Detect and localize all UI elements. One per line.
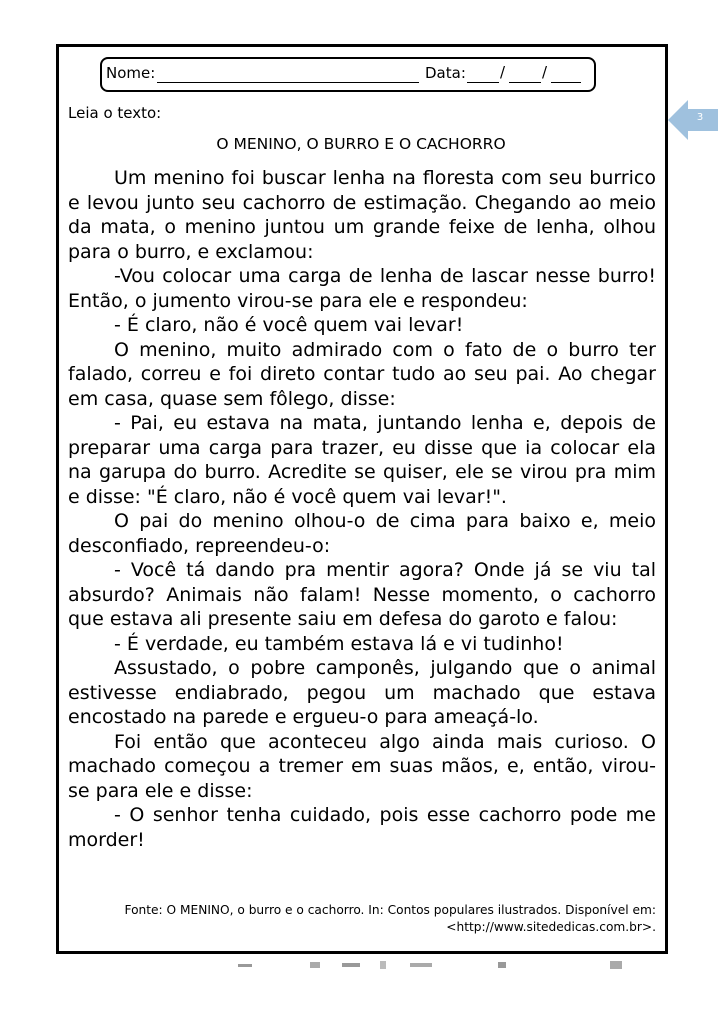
source-line: Fonte: O MENINO, o burro e o cachorro. In: Contos populares ilustrados. Disponível em: [124, 903, 656, 917]
story-paragraph: - É verdade, eu também estava lá e vi tudinho! [114, 632, 564, 655]
story-text [68, 166, 656, 852]
date-label: Data: [425, 64, 466, 82]
date-separator: / [542, 63, 548, 81]
date-separator: / [500, 63, 506, 81]
story-paragraph: Foi então que aconteceu algo ainda mais curioso. O machado começou a tremer em suas mãos, e, então, virou-se para ele e disse: [68, 730, 656, 802]
name-label: Nome: [106, 64, 156, 82]
date-year-line[interactable] [551, 82, 581, 83]
story-paragraph: O pai do menino olhou-o de cima para baixo e, meio desconfiado, repreendeu-o: [68, 510, 656, 557]
story-paragraph: Assustado, o pobre camponês, julgando que o animal estivesse endiabrado, pegou um machado que estava encostado na parede e ergueu-o para ameaçá-lo. [68, 657, 656, 728]
story-paragraph: O menino, muito admirado com o fato de o burro ter falado, correu e foi direto contar tudo ao seu pai. Ao chegar em casa, quase sem fôlego, disse: [68, 338, 656, 410]
story-paragraph: - O senhor tenha cuidado, pois esse cachorro pode me morder! [68, 804, 656, 851]
date-month-line[interactable] [509, 82, 541, 83]
page-number: 3 [696, 112, 704, 123]
instruction-text: Leia o texto: [68, 104, 162, 122]
story-paragraph: -Vou colocar uma carga de lenha de lascar nesse burro! Então, o jumento virou-se para ele e respondeu: [68, 265, 656, 312]
date-day-line[interactable] [467, 82, 499, 83]
story-paragraph: - É claro, não é você quem vai levar! [114, 314, 464, 336]
name-field-line[interactable] [157, 82, 419, 83]
story-paragraph: - Você tá dando pra mentir agora? Onde já se viu tal absurdo? Animais não falam! Nesse momento, o cachorro que estava ali presente saiu em defesa do garoto e falou: [68, 559, 656, 630]
scan-artifact [230, 958, 650, 972]
story-paragraph: Um menino foi buscar lenha na floresta com seu burrico e levou junto seu cachorro de estimação. Chegando ao meio da mata, o menino juntou um grande feixe de lenha, olhou para o burro, e exclamou: [68, 167, 656, 263]
source-citation [68, 902, 656, 936]
story-title: O MENINO, O BURRO E O CACHORRO [216, 135, 506, 153]
source-url: <http://www.sitededicas.com.br>. [446, 920, 656, 934]
story-paragraph: - Pai, eu estava na mata, juntando lenha e, depois de preparar uma carga para trazer, eu disse que ia colocar ela na garupa do burro. Acredite se quiser, ele se virou pra mim e disse: "É claro, não é você quem vai levar!". [68, 412, 656, 508]
header-box [100, 57, 596, 92]
